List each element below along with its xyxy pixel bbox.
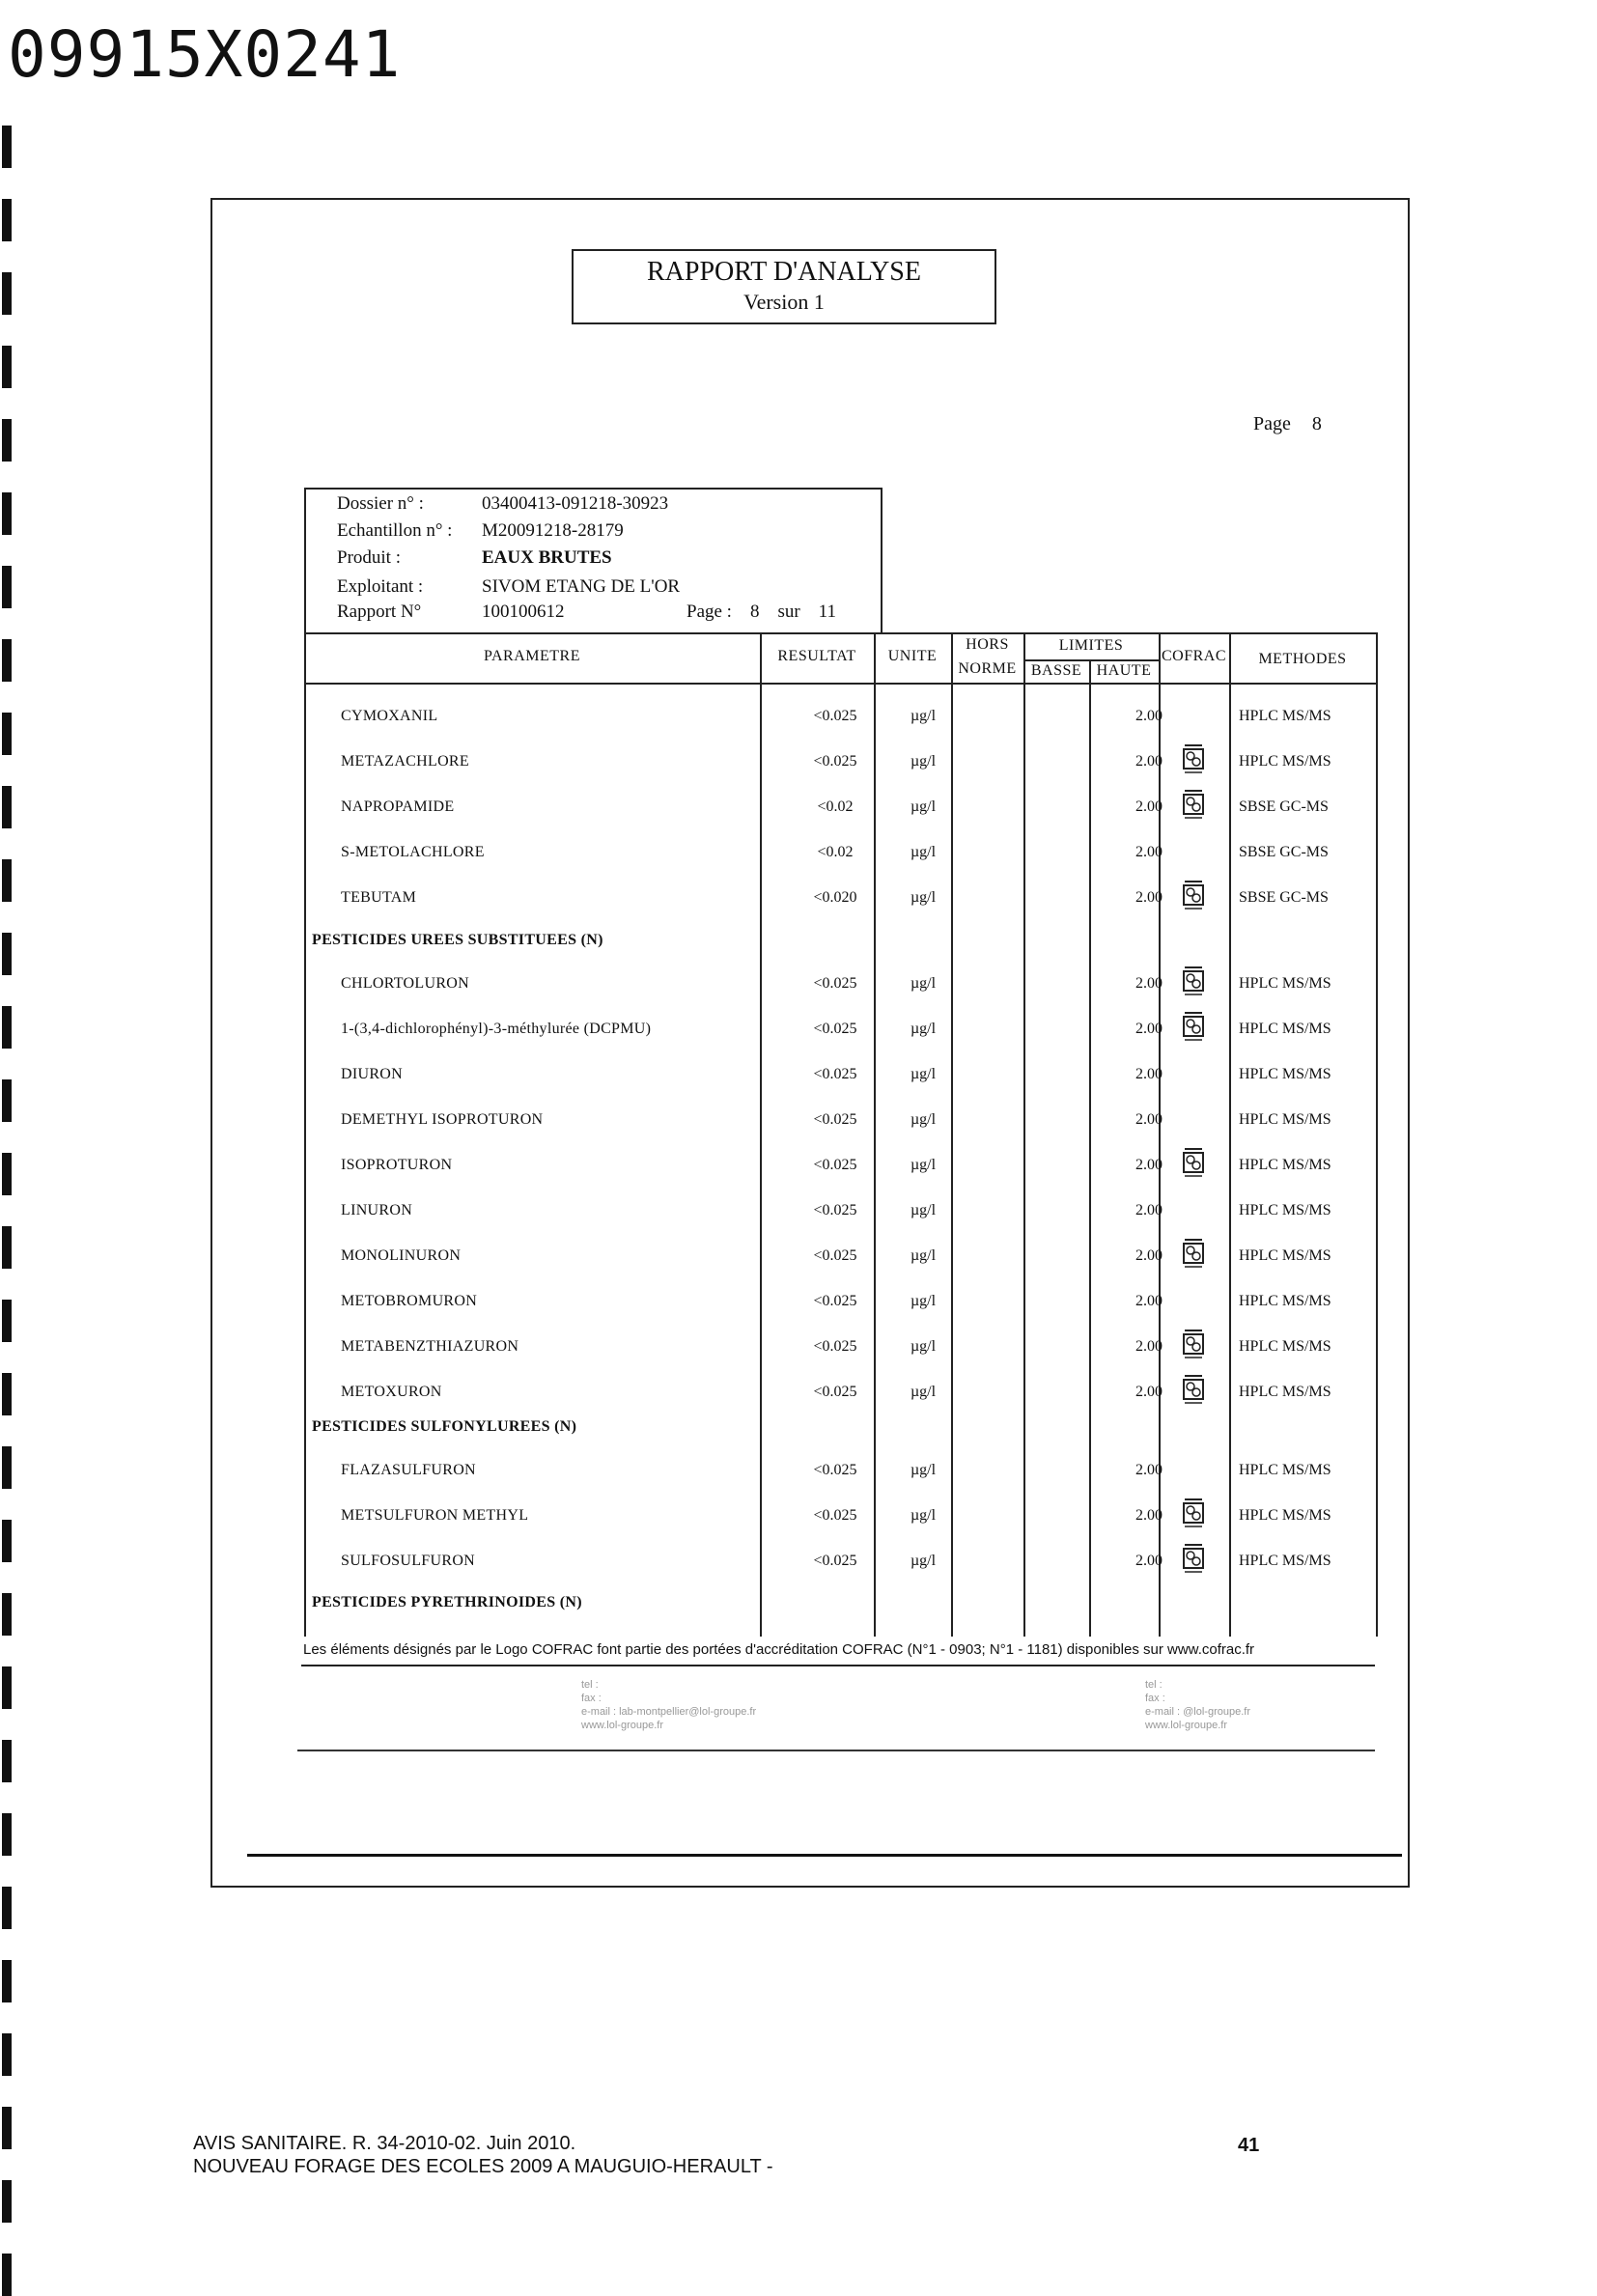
unit-cell: µg/l xyxy=(910,1157,937,1173)
footer-page-number: 41 xyxy=(1238,2135,1260,2156)
contact-block-2 xyxy=(581,1678,756,1732)
cofrac-logo-icon xyxy=(1181,1009,1206,1046)
parameter-cell: ISOPROTURON xyxy=(341,1157,453,1173)
exploitant-value: SIVOM ETANG DE L'OR xyxy=(482,576,681,597)
result-cell: <0.025 xyxy=(813,1157,857,1173)
binding-mark xyxy=(2,713,12,755)
parameter-cell: SULFOSULFURON xyxy=(341,1553,476,1569)
unit-cell: µg/l xyxy=(910,1338,937,1355)
header-basse: BASSE xyxy=(1030,662,1082,679)
method-cell: HPLC MS/MS xyxy=(1239,1507,1331,1524)
upper-limit-cell: 2.00 xyxy=(1135,1507,1163,1524)
header-norme: NORME xyxy=(958,660,1017,677)
upper-limit-cell: 2.00 xyxy=(1135,889,1163,906)
note-divider xyxy=(301,1665,1375,1666)
echantillon-value: M20091218-28179 xyxy=(482,520,624,541)
parameter-cell: METOBROMURON xyxy=(341,1293,478,1309)
method-cell: SBSE GC-MS xyxy=(1239,844,1329,860)
parameter-cell: METOXURON xyxy=(341,1384,442,1400)
page-value: 8 xyxy=(1311,413,1322,434)
parameter-cell: CHLORTOLURON xyxy=(341,975,470,992)
binding-mark xyxy=(2,272,12,315)
unit-cell: µg/l xyxy=(910,975,937,992)
method-cell: HPLC MS/MS xyxy=(1239,1202,1331,1218)
section-heading: PESTICIDES SULFONYLUREES (N) xyxy=(312,1418,577,1435)
binding-mark xyxy=(2,1960,12,2002)
binding-mark xyxy=(2,1520,12,1562)
contact-4-line-1: tel : xyxy=(1145,1679,1163,1691)
binding-mark xyxy=(2,786,12,828)
col-border-basse xyxy=(1023,632,1025,1637)
parameter-cell: MONOLINURON xyxy=(341,1247,462,1264)
dossier-label: Dossier n° : xyxy=(337,493,424,514)
binding-mark xyxy=(2,346,12,388)
cofrac-logo-icon xyxy=(1181,1541,1206,1578)
upper-limit-cell: 2.00 xyxy=(1135,1157,1163,1173)
header-haute: HAUTE xyxy=(1096,662,1152,679)
limites-split-line xyxy=(1023,659,1159,661)
parameter-cell: TEBUTAM xyxy=(341,889,417,906)
unit-cell: µg/l xyxy=(910,1111,937,1128)
binding-mark xyxy=(2,199,12,241)
col-border-left xyxy=(304,632,306,1637)
report-title-box xyxy=(572,249,996,324)
result-cell: <0.025 xyxy=(813,1021,857,1037)
unit-cell: µg/l xyxy=(910,798,937,815)
result-cell: <0.025 xyxy=(813,1202,857,1218)
exploitant-label: Exploitant : xyxy=(337,576,424,597)
parameter-cell: NAPROPAMIDE xyxy=(341,798,455,815)
upper-limit-cell: 2.00 xyxy=(1135,708,1163,724)
footer-line-1: AVIS SANITAIRE. R. 34-2010-02. Juin 2010. xyxy=(193,2133,576,2154)
result-cell: <0.025 xyxy=(813,708,857,724)
report-title: RAPPORT D'ANALYSE xyxy=(647,257,921,287)
binding-mark xyxy=(2,933,12,975)
method-cell: HPLC MS/MS xyxy=(1239,975,1331,992)
col-border-haute xyxy=(1089,659,1091,1637)
binding-mark xyxy=(2,1153,12,1195)
section-heading: PESTICIDES UREES SUBSTITUEES (N) xyxy=(312,932,603,948)
dossier-value: 03400413-091218-30923 xyxy=(482,493,669,514)
method-cell: HPLC MS/MS xyxy=(1239,1066,1331,1082)
header-methodes: METHODES xyxy=(1258,651,1347,667)
results-table xyxy=(304,632,1378,1637)
method-cell: HPLC MS/MS xyxy=(1239,1021,1331,1037)
unit-cell: µg/l xyxy=(910,753,937,770)
upper-limit-cell: 2.00 xyxy=(1135,1462,1163,1478)
col-border-resultat xyxy=(760,632,762,1637)
echantillon-label: Echantillon n° : xyxy=(337,520,453,541)
unit-cell: µg/l xyxy=(910,1066,937,1082)
header-limites: LIMITES xyxy=(1058,637,1124,654)
upper-limit-cell: 2.00 xyxy=(1135,1384,1163,1400)
header-resultat: RESULTAT xyxy=(777,648,856,664)
method-cell: HPLC MS/MS xyxy=(1239,1247,1331,1264)
binding-mark xyxy=(2,1373,12,1415)
binding-mark xyxy=(2,639,12,682)
produit-value: EAUX BRUTES xyxy=(482,547,612,568)
unit-cell: µg/l xyxy=(910,1553,937,1569)
parameter-cell: DIURON xyxy=(341,1066,404,1082)
contact-2-line-2: fax : xyxy=(581,1693,602,1704)
parameter-cell: METAZACHLORE xyxy=(341,753,469,770)
contact-4-line-3: e-mail : @lol-groupe.fr xyxy=(1145,1706,1250,1718)
result-cell: <0.025 xyxy=(813,1247,857,1264)
upper-limit-cell: 2.00 xyxy=(1135,1247,1163,1264)
parameter-cell: METSULFURON METHYL xyxy=(341,1507,529,1524)
parameter-cell: S-METOLACHLORE xyxy=(341,844,485,860)
cofrac-logo-icon xyxy=(1181,742,1206,778)
method-cell: HPLC MS/MS xyxy=(1239,1157,1331,1173)
contact-2-line-3: e-mail : lab-montpellier@lol-groupe.fr xyxy=(581,1706,757,1718)
cofrac-logo-icon xyxy=(1181,787,1206,824)
binding-mark xyxy=(2,1813,12,1856)
method-cell: HPLC MS/MS xyxy=(1239,1338,1331,1355)
header-parametre: PARAMETRE xyxy=(484,648,580,664)
cofrac-logo-icon xyxy=(1181,1236,1206,1273)
unit-cell: µg/l xyxy=(910,844,937,860)
col-border-hors xyxy=(951,632,953,1637)
result-cell: <0.025 xyxy=(813,1338,857,1355)
binding-strip xyxy=(0,126,14,2258)
unit-cell: µg/l xyxy=(910,1507,937,1524)
upper-limit-cell: 2.00 xyxy=(1135,1202,1163,1218)
upper-limit-cell: 2.00 xyxy=(1135,753,1163,770)
table-top-border xyxy=(304,632,1378,634)
col-border-cofrac xyxy=(1159,632,1161,1637)
binding-mark xyxy=(2,2033,12,2076)
upper-limit-cell: 2.00 xyxy=(1135,975,1163,992)
address-divider xyxy=(297,1750,1375,1751)
page-indicator xyxy=(1253,413,1322,435)
binding-mark xyxy=(2,1887,12,1929)
result-cell: <0.025 xyxy=(813,1384,857,1400)
cofrac-logo-icon xyxy=(1181,1145,1206,1182)
result-cell: <0.025 xyxy=(813,975,857,992)
contact-block-4 xyxy=(1145,1678,1250,1732)
page-of-total: Page : 8 sur 11 xyxy=(686,602,836,622)
upper-limit-cell: 2.00 xyxy=(1135,1293,1163,1309)
sample-info-box xyxy=(304,488,883,634)
rapport-value: 100100612 xyxy=(482,602,565,622)
upper-limit-cell: 2.00 xyxy=(1135,1021,1163,1037)
cofrac-logo-icon xyxy=(1181,1372,1206,1409)
binding-mark xyxy=(2,2180,12,2223)
unit-cell: µg/l xyxy=(910,708,937,724)
parameter-cell: DEMETHYL ISOPROTURON xyxy=(341,1111,544,1128)
header-hors: HORS xyxy=(966,636,1009,653)
result-cell: <0.02 xyxy=(817,844,854,860)
binding-mark xyxy=(2,1079,12,1122)
result-cell: <0.025 xyxy=(813,753,857,770)
binding-mark xyxy=(2,2254,12,2296)
binding-mark xyxy=(2,566,12,608)
unit-cell: µg/l xyxy=(910,889,937,906)
result-cell: <0.025 xyxy=(813,1066,857,1082)
footer-reference xyxy=(193,2132,773,2178)
document-id: 09915X0241 xyxy=(8,17,402,92)
col-border-right xyxy=(1376,632,1378,1637)
contact-4-line-2: fax : xyxy=(1145,1693,1165,1704)
upper-limit-cell: 2.00 xyxy=(1135,1066,1163,1082)
parameter-cell: METABENZTHIAZURON xyxy=(341,1338,519,1355)
result-cell: <0.025 xyxy=(813,1111,857,1128)
cofrac-logo-icon xyxy=(1181,1327,1206,1363)
binding-mark xyxy=(2,1226,12,1269)
method-cell: SBSE GC-MS xyxy=(1239,889,1329,906)
result-cell: <0.02 xyxy=(817,798,854,815)
parameter-cell: CYMOXANIL xyxy=(341,708,438,724)
page-bottom-rule xyxy=(247,1854,1402,1857)
result-cell: <0.025 xyxy=(813,1293,857,1309)
binding-mark xyxy=(2,419,12,462)
produit-label: Produit : xyxy=(337,547,401,568)
header-unite: UNITE xyxy=(887,648,938,664)
result-cell: <0.020 xyxy=(813,889,857,906)
binding-mark xyxy=(2,1300,12,1342)
unit-cell: µg/l xyxy=(910,1462,937,1478)
unit-cell: µg/l xyxy=(910,1021,937,1037)
cofrac-logo-icon xyxy=(1181,1496,1206,1532)
section-heading: PESTICIDES PYRETHRINOIDES (N) xyxy=(312,1594,582,1610)
method-cell: HPLC MS/MS xyxy=(1239,753,1331,770)
binding-mark xyxy=(2,126,12,168)
binding-mark xyxy=(2,1006,12,1049)
parameter-cell: 1-(3,4-dichlorophényl)-3-méthylurée (DCPMU) xyxy=(341,1021,652,1037)
header-cofrac: COFRAC xyxy=(1161,648,1227,664)
binding-mark xyxy=(2,2107,12,2149)
upper-limit-cell: 2.00 xyxy=(1135,844,1163,860)
binding-mark xyxy=(2,859,12,902)
table-header-bottom-border xyxy=(304,683,1378,685)
method-cell: SBSE GC-MS xyxy=(1239,798,1329,815)
cofrac-accreditation-note: Les éléments désignés par le Logo COFRAC font partie des portées d'accréditation COFRAC (N°1 - 0903; N°1 - 1181) disponibles sur www.cofrac.fr xyxy=(303,1641,1255,1658)
footer-line-2: NOUVEAU FORAGE DES ECOLES 2009 A MAUGUIO-HERAULT - xyxy=(193,2156,773,2177)
binding-mark xyxy=(2,1446,12,1489)
result-cell: <0.025 xyxy=(813,1462,857,1478)
unit-cell: µg/l xyxy=(910,1384,937,1400)
method-cell: HPLC MS/MS xyxy=(1239,1462,1331,1478)
upper-limit-cell: 2.00 xyxy=(1135,798,1163,815)
method-cell: HPLC MS/MS xyxy=(1239,1384,1331,1400)
col-border-unite xyxy=(874,632,876,1637)
contact-2-line-4: www.lol-groupe.fr xyxy=(581,1720,663,1731)
upper-limit-cell: 2.00 xyxy=(1135,1338,1163,1355)
upper-limit-cell: 2.00 xyxy=(1135,1553,1163,1569)
binding-mark xyxy=(2,1666,12,1709)
binding-mark xyxy=(2,1740,12,1782)
rapport-label: Rapport N° xyxy=(337,602,422,622)
report-version: Version 1 xyxy=(743,290,825,314)
unit-cell: µg/l xyxy=(910,1247,937,1264)
cofrac-logo-icon xyxy=(1181,964,1206,1000)
method-cell: HPLC MS/MS xyxy=(1239,1553,1331,1569)
contact-2-line-1: tel : xyxy=(581,1679,599,1691)
unit-cell: µg/l xyxy=(910,1293,937,1309)
binding-mark xyxy=(2,492,12,535)
upper-limit-cell: 2.00 xyxy=(1135,1111,1163,1128)
method-cell: HPLC MS/MS xyxy=(1239,1111,1331,1128)
unit-cell: µg/l xyxy=(910,1202,937,1218)
method-cell: HPLC MS/MS xyxy=(1239,1293,1331,1309)
binding-mark xyxy=(2,1593,12,1636)
parameter-cell: FLAZASULFURON xyxy=(341,1462,476,1478)
result-cell: <0.025 xyxy=(813,1553,857,1569)
result-cell: <0.025 xyxy=(813,1507,857,1524)
col-border-methodes xyxy=(1229,632,1231,1637)
cofrac-logo-icon xyxy=(1181,878,1206,914)
method-cell: HPLC MS/MS xyxy=(1239,708,1331,724)
page-label: Page xyxy=(1253,413,1291,434)
contact-4-line-4: www.lol-groupe.fr xyxy=(1145,1720,1227,1731)
parameter-cell: LINURON xyxy=(341,1202,413,1218)
